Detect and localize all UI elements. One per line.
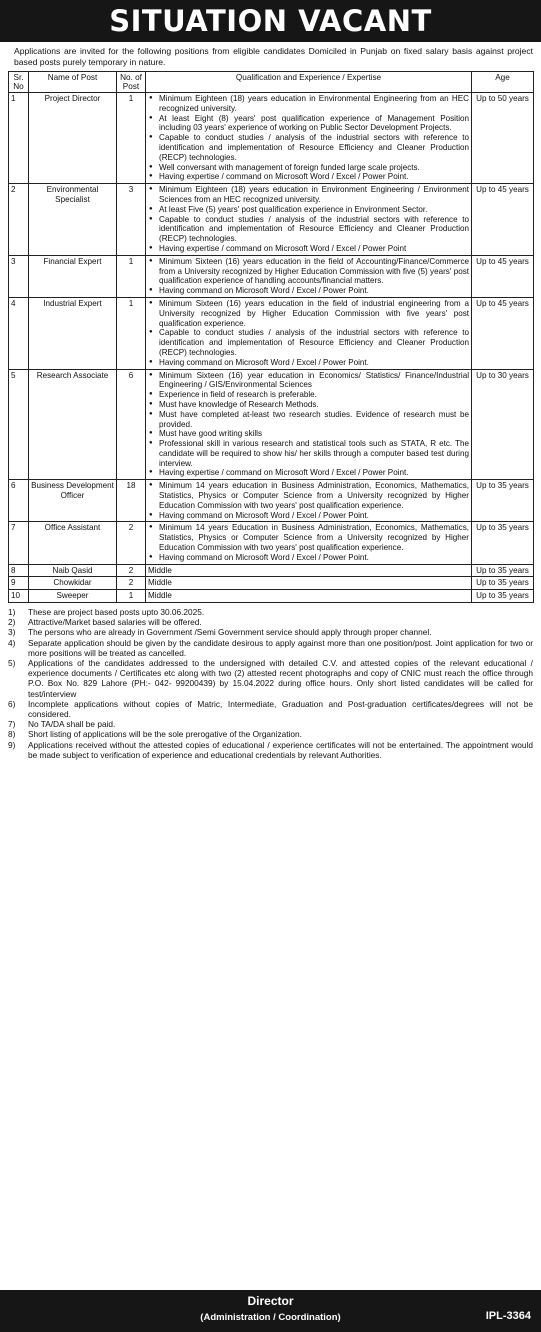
qualification-list (148, 94, 469, 182)
row-qualifications (146, 369, 472, 480)
row-sr-no: 7 (9, 522, 29, 564)
qualification-item: ● Having command on Microsoft Word / Excel / Power Point. (159, 553, 469, 563)
table-header-row (9, 72, 534, 93)
row-post-name: Office Assistant (29, 522, 117, 564)
note-number: 6) (8, 698, 16, 709)
qualification-item: ● Professional skill in various research and statistical tools such as STATA, R etc. The candidate will be required to show his/ her skills through a computer based test during interview. (159, 439, 469, 468)
row-post-name: Environmental Specialist (29, 184, 117, 256)
table-row (9, 564, 534, 577)
qualification-list (148, 523, 469, 562)
qualification-item: ● Capable to conduct studies / analysis of the industrial sectors with reference to identification and implementation of Resource Efficiency and Cleaner Production (RECP) technologies. (159, 328, 469, 357)
row-age-limit: Up to 35 years (472, 564, 534, 577)
row-age-limit: Up to 35 years (472, 480, 534, 522)
row-qualifications (146, 184, 472, 256)
qualification-list (148, 371, 469, 479)
footer (0, 1290, 541, 1332)
qualification-list (148, 257, 469, 296)
note-item (8, 729, 533, 739)
row-sr-no: 1 (9, 93, 29, 184)
note-text: Applications received without the attested copies of educational / experience certificates will not be entertained. The appointment would be made subject to verification of experience and educational credentials by relevant Authorities. (28, 739, 533, 760)
header-name-of-post: Name of Post (29, 72, 117, 93)
note-number: 7) (8, 719, 16, 730)
signatory-department: (Administration / Coordination) (200, 1312, 341, 1323)
qualification-item: ● Capable to conduct studies / analysis of the industrial sectors with reference to identification and implementation of Resource Efficiency and Cleaner Production (RECP) technologies. (159, 215, 469, 244)
table-row (9, 297, 534, 369)
note-item (8, 699, 533, 719)
positions-table (8, 71, 534, 603)
table-row (9, 255, 534, 297)
note-number: 5) (8, 658, 16, 669)
qualification-item: ● At least Five (5) years' post qualification experience in Environment Sector. (159, 205, 469, 215)
notes-list (8, 607, 533, 760)
note-text: Incomplete applications without copies of Matric, Intermediate, Graduation and Post-graduation certificates/degrees will not be considered. (28, 698, 533, 720)
qualification-item: ● At least Eight (8) years' post qualification experience of Management Position including 03 years' experience of working on Public Sector Development Projects. (159, 114, 469, 134)
row-qualifications (146, 522, 472, 564)
row-post-name: Project Director (29, 93, 117, 184)
row-post-name: Industrial Expert (29, 297, 117, 369)
row-qualifications (146, 255, 472, 297)
row-post-name: Sweeper (29, 590, 117, 603)
row-qualifications: Middle (146, 564, 472, 577)
note-item (8, 607, 533, 617)
table-row (9, 369, 534, 480)
row-post-count: 2 (117, 564, 146, 577)
row-age-limit: Up to 45 years (472, 184, 534, 256)
qualification-item: ● Minimum 14 years Education in Business Administration, Economics, Mathematics, Statistics, Physics or Computer Science from a University recognized by Higher Education Commission with two years' post qualification experience. (159, 523, 469, 552)
qualification-item: ● Minimum Sixteen (16) year education in Economics/ Statistics/ Finance/Industrial Engineering / GIS/Environmental Sciences (159, 371, 469, 391)
qualification-list (148, 185, 469, 254)
note-text: Attractive/Market based salaries will be offered. (28, 617, 202, 628)
note-number: 8) (8, 729, 16, 740)
table-row (9, 184, 534, 256)
table-row (9, 522, 534, 564)
note-item (8, 658, 533, 699)
row-age-limit: Up to 50 years (472, 93, 534, 184)
row-age-limit: Up to 35 years (472, 522, 534, 564)
note-item (8, 719, 533, 729)
row-post-count: 6 (117, 369, 146, 480)
qualification-item: ● Having expertise / command on Microsoft Word / Excel / Power Point. (159, 172, 469, 182)
row-post-count: 2 (117, 522, 146, 564)
row-age-limit: Up to 35 years (472, 577, 534, 590)
qualification-item: ● Minimum Eighteen (18) years education in Environment Engineering / Environment Sciences from an HEC recognized university. (159, 185, 469, 205)
row-post-name: Chowkidar (29, 577, 117, 590)
row-post-name: Naib Qasid (29, 564, 117, 577)
row-post-name: Business Development Officer (29, 480, 117, 522)
qualification-item: ● Having expertise / command on Microsoft Word / Excel / Power Point. (159, 468, 469, 478)
table-row (9, 93, 534, 184)
signatory-title: Director (247, 1294, 294, 1308)
qualification-item: ● Minimum Sixteen (16) years education in the field of industrial engineering from a University recognized by Higher Education Commission with five years' post qualification experience. (159, 299, 469, 328)
table-row (9, 590, 534, 603)
qualification-item: ● Must have knowledge of Research Methods. (159, 400, 469, 410)
header-qualification: Qualification and Experience / Expertise (146, 72, 472, 93)
row-qualifications: Middle (146, 590, 472, 603)
note-number: 2) (8, 617, 16, 628)
table-row (9, 577, 534, 590)
qualification-item: ● Must have completed at-least two research studies. Evidence of research must be provided. (159, 410, 469, 430)
note-text: Applications of the candidates addressed to the undersigned with detailed C.V. and attested copies of the relevant educational / experience documents / Certificates etc along with two (2) attested recent photographs and copy of CNIC must reach the office through P.O. Box No. 829 Lahore (PH:- 042- 99200439) by 15.04.2022 during office hours. Only short listed candidates will be called for test/interview (28, 658, 533, 699)
qualification-item: ● Having command on Microsoft Word / Excel / Power Point. (159, 511, 469, 521)
row-post-count: 1 (117, 93, 146, 184)
row-sr-no: 5 (9, 369, 29, 480)
row-sr-no: 10 (9, 590, 29, 603)
qualification-item: ● Having command on Microsoft Word / Excel / Power Point. (159, 358, 469, 368)
qualification-item: ● Minimum 14 years education in Business Administration, Economics, Mathematics, Statistics, Physics or Computer Science from a University recognized by Higher Education Commission with two years' post qualification experience. (159, 481, 469, 510)
note-item (8, 617, 533, 627)
header-sr-no: Sr. No (9, 72, 29, 93)
row-sr-no: 3 (9, 255, 29, 297)
row-age-limit: Up to 45 years (472, 297, 534, 369)
row-sr-no: 9 (9, 577, 29, 590)
note-number: 1) (8, 607, 16, 618)
row-age-limit: Up to 30 years (472, 369, 534, 480)
row-post-count: 1 (117, 255, 146, 297)
note-number: 9) (8, 739, 16, 750)
qualification-item: ● Having command on Microsoft Word / Excel / Power Point. (159, 286, 469, 296)
qualification-list (148, 481, 469, 520)
row-post-count: 1 (117, 590, 146, 603)
qualification-list (148, 299, 469, 368)
header-no-of-post: No. of Post (117, 72, 146, 93)
intro-paragraph: Applications are invited for the following positions from eligible candidates Domiciled in Punjab on fixed salary basis against project based posts purely temporary in nature. (14, 46, 533, 67)
ad-reference-code: IPL-3364 (485, 1310, 531, 1322)
row-post-name: Financial Expert (29, 255, 117, 297)
row-qualifications (146, 93, 472, 184)
note-item (8, 627, 533, 637)
header-age: Age (472, 72, 534, 93)
page-title: SITUATION VACANT (0, 0, 541, 42)
note-number: 3) (8, 627, 16, 638)
note-text: Short listing of applications will be the sole prerogative of the Organization. (28, 729, 302, 740)
row-post-count: 3 (117, 184, 146, 256)
row-age-limit: Up to 35 years (472, 590, 534, 603)
row-qualifications: Middle (146, 577, 472, 590)
row-age-limit: Up to 45 years (472, 255, 534, 297)
qualification-item: ● Minimum Eighteen (18) years education in Environmental Engineering from an HEC recognized university. (159, 94, 469, 114)
note-text: These are project based posts upto 30.06.2025. (28, 607, 205, 618)
qualification-item: ● Having expertise / command on Microsoft Word / Excel / Power Point (159, 244, 469, 254)
row-qualifications (146, 480, 472, 522)
row-post-count: 1 (117, 297, 146, 369)
note-text: No TA/DA shall be paid. (28, 719, 116, 730)
row-post-count: 2 (117, 577, 146, 590)
qualification-item: ● Capable to conduct studies / analysis of the industrial sectors with reference to identification and implementation of Resource Efficiency and Cleaner Production (RECP) technologies. (159, 133, 469, 162)
note-text: The persons who are already in Government /Semi Government service should apply through proper channel. (28, 627, 432, 638)
table-row (9, 480, 534, 522)
note-item (8, 740, 533, 760)
row-sr-no: 4 (9, 297, 29, 369)
note-number: 4) (8, 637, 16, 648)
qualification-item: ● Well conversant with management of foreign funded large scale projects. (159, 163, 469, 173)
row-post-count: 18 (117, 480, 146, 522)
qualification-item: ● Must have good writing skills (159, 429, 469, 439)
note-item (8, 638, 533, 658)
row-sr-no: 8 (9, 564, 29, 577)
row-sr-no: 6 (9, 480, 29, 522)
row-post-name: Research Associate (29, 369, 117, 480)
row-sr-no: 2 (9, 184, 29, 256)
qualification-item: ● Minimum Sixteen (16) years education in the field of Accounting/Finance/Commerce from a University recognized by Higher Education Commission with five (5) years' post qualification experience of handling accounts/financial matters. (159, 257, 469, 286)
qualification-item: ● Experience in field of research is preferable. (159, 390, 469, 400)
row-qualifications (146, 297, 472, 369)
note-text: Separate application should be given by the candidate desirous to apply against more than one position/post. Joint application for two or more positions will be treated as cancelled. (28, 637, 533, 658)
